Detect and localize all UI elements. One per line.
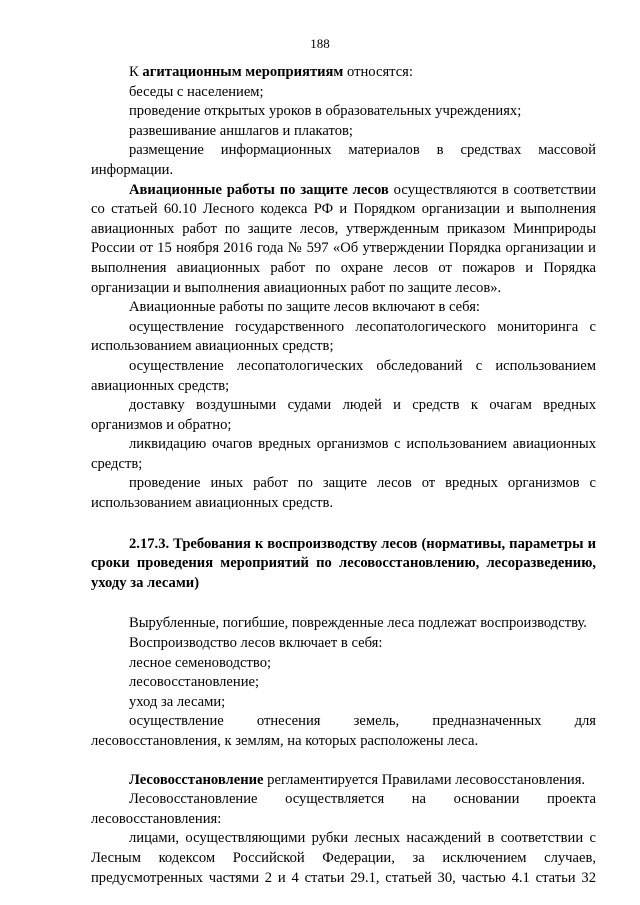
avia-paragraph-text: осуществляются в соответствии со статьей 60.10 Лесного кодекса РФ и Порядком организации и выполнения авиационных работ по защите лесов, утвержденным приказом Минприроды России от 15 ноября 2016 года № 597 «Об утверждении Порядка организации и выполнения авиационных работ по охране лесов от пожаров и Порядка организации и выполнения авиационных работ по защите лесов». — [91, 181, 596, 296]
agit-intro-post: относятся: — [343, 64, 413, 80]
page-number: 188 — [310, 36, 330, 51]
avia-item: ликвидацию очагов вредных организмов с использованием авиационных средств; — [91, 436, 596, 472]
reforest-persons: лицами, осуществляющими рубки лесных насаждений в соответствии с Лесным кодексом Российской Федерации, за исключением случаев, предусмотренных частями 2 и 4 статьи 29.1, статьей 30, частью 4.1 статьи 32 — [91, 830, 596, 886]
reforest-paragraph — [91, 771, 596, 791]
avia-item: осуществление государственного лесопатологического мониторинга с использованием авиационных средств; — [91, 318, 596, 355]
agit-item: проведение открытых уроков в образовательных учреждениях; — [129, 103, 522, 120]
agit-intro-bold: агитационным мероприятиям — [142, 64, 344, 80]
repro-item: осуществление отнесения земель, предназначенных для лесовосстановления, к землям, на которых расположены леса. — [91, 713, 596, 749]
repro-paragraph: Вырубленные, погибшие, поврежденные леса подлежат воспроизводству. — [129, 615, 587, 632]
agit-item: размещение информационных материалов в средствах массовой информации. — [91, 142, 596, 178]
agit-intro — [91, 63, 596, 83]
repro-item: уход за лесами; — [129, 693, 226, 710]
repro-item: лесное семеноводство; — [129, 654, 272, 671]
avia-item: проведение иных работ по защите лесов от вредных организмов с использованием авиационных средств. — [91, 475, 596, 512]
agit-intro-pre: К — [129, 64, 143, 80]
avia-paragraph — [91, 181, 596, 299]
reforest-bold: Лесовосстановление — [129, 771, 264, 788]
avia-item: осуществление лесопатологических обследований с использованием авиационных средств; — [91, 357, 596, 394]
agit-item: развешивание аншлагов и плакатов; — [129, 122, 353, 139]
page-body — [91, 63, 596, 888]
repro-intro: Воспроизводство лесов включает в себя: — [129, 635, 383, 652]
repro-item: лесовосстановление; — [129, 674, 260, 691]
reforest-basis: Лесовосстановление осуществляется на основании проекта лесовосстановления: — [91, 791, 596, 827]
avia-paragraph-bold: Авиационные работы по защите лесов — [129, 181, 389, 198]
avia-item: доставку воздушными судами людей и средств к очагам вредных организмов и обратно; — [91, 397, 596, 433]
section-heading: 2.17.3. Требования к воспроизводству лесов (нормативы, параметры и сроки проведения мероприятий по лесовосстановлению, лесоразведению, уходу за лесами) — [91, 535, 596, 591]
avia-intro: Авиационные работы по защите лесов включают в себя: — [129, 299, 480, 316]
agit-item: беседы с населением; — [129, 83, 264, 100]
reforest-text: регламентируется Правилами лесовосстановления. — [263, 771, 586, 788]
